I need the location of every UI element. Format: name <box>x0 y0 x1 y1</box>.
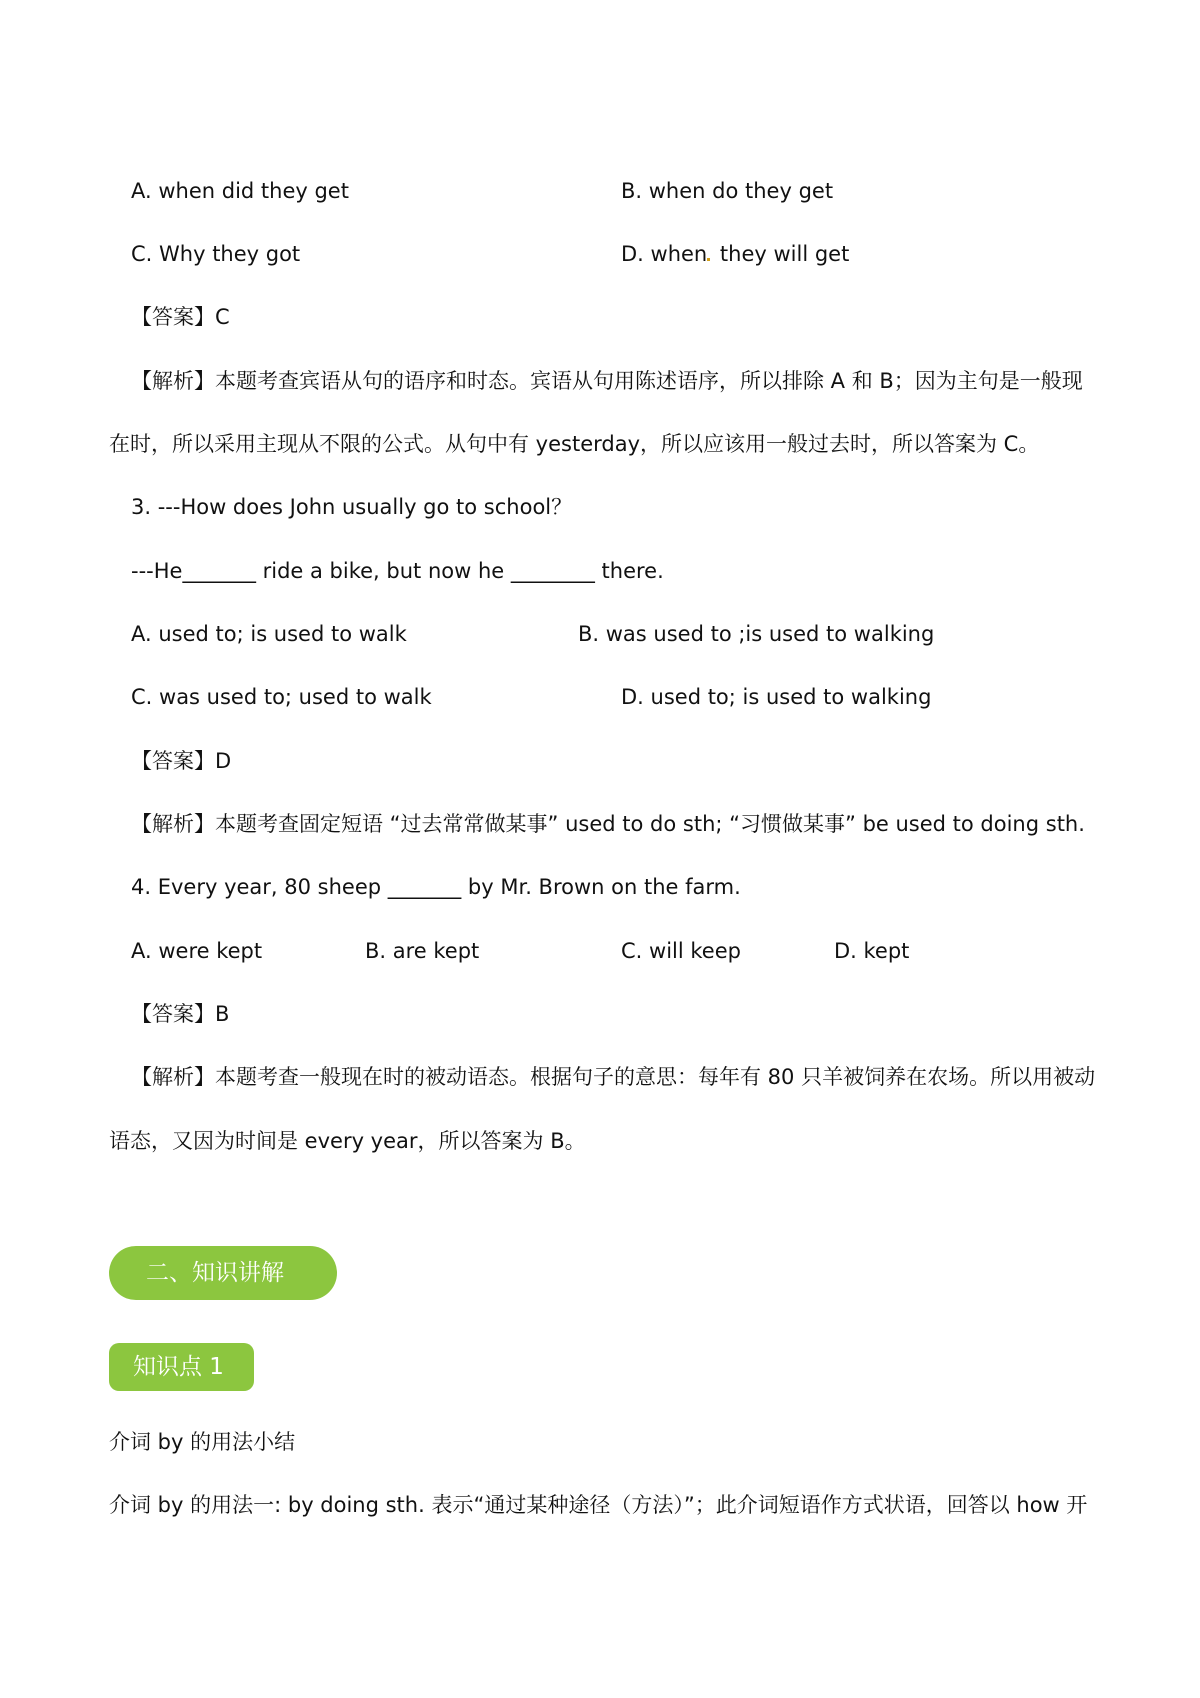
q4-option-c: C. will keep <box>621 939 741 963</box>
q3-answer: 【答案】D <box>131 749 232 773</box>
q2-option-a: A. when did they get <box>131 179 349 203</box>
q4-answer: 【答案】B <box>131 1002 230 1026</box>
q4-analysis-line-1: 【解析】本题考查一般现在时的被动语态。根据句子的意思：每年有 80 只羊被饲养在农场。所以用被动 <box>131 1065 1096 1089</box>
body-title: 介词 by 的用法小结 <box>109 1430 296 1454</box>
q3-stem: 3. ---How does John usually go to school？ <box>131 495 573 519</box>
body-usage-line: 介词 by 的用法一: by doing sth. 表示“通过某种途径（方法）”；此介词短语作方式状语，回答以 how 开 <box>109 1493 1088 1517</box>
q3-option-c: C. was used to; used to walk <box>131 685 432 709</box>
q2-analysis-line-1: 【解析】本题考查宾语从句的语序和时态。宾语从句用陈述语序，所以排除 A 和 B；因为主句是一般现 <box>131 369 1083 393</box>
q2-option-b: B. when do they get <box>621 179 834 203</box>
q3-blank-line: ---He_______ ride a bike, but now he ________ there. <box>131 559 664 583</box>
section-heading-badge <box>109 1246 337 1300</box>
q3-analysis: 【解析】本题考查固定短语 “过去常常做某事” used to do sth; “习惯做某事” be used to doing sth. <box>131 812 1085 836</box>
stray-dot-mark <box>707 258 710 261</box>
q4-option-b: B. are kept <box>365 939 480 963</box>
q2-option-d-pre: D. when <box>621 242 708 266</box>
q2-option-d <box>621 239 849 269</box>
q2-analysis-line-2: 在时，所以采用主现从不限的公式。从句中有 yesterday，所以应该用一般过去时，所以答案为 C。 <box>109 432 1040 456</box>
section-heading-text: 二、知识讲解 <box>146 1260 284 1286</box>
q2-option-d-post: they will get <box>713 242 850 266</box>
q4-option-d: D. kept <box>834 939 910 963</box>
q3-option-d: D. used to; is used to walking <box>621 685 932 709</box>
q3-option-b: B. was used to ;is used to walking <box>578 622 935 646</box>
q4-analysis-line-2: 语态，又因为时间是 every year，所以答案为 B。 <box>109 1129 586 1153</box>
q2-option-c: C. Why they got <box>131 242 301 266</box>
knowledge-point-badge <box>109 1343 254 1391</box>
q4-stem: 4. Every year, 80 sheep _______ by Mr. Brown on the farm. <box>131 875 741 899</box>
knowledge-point-text: 知识点 1 <box>133 1354 224 1380</box>
q4-option-a: A. were kept <box>131 939 263 963</box>
q2-answer: 【答案】C <box>131 305 230 329</box>
q3-option-a: A. used to; is used to walk <box>131 622 407 646</box>
